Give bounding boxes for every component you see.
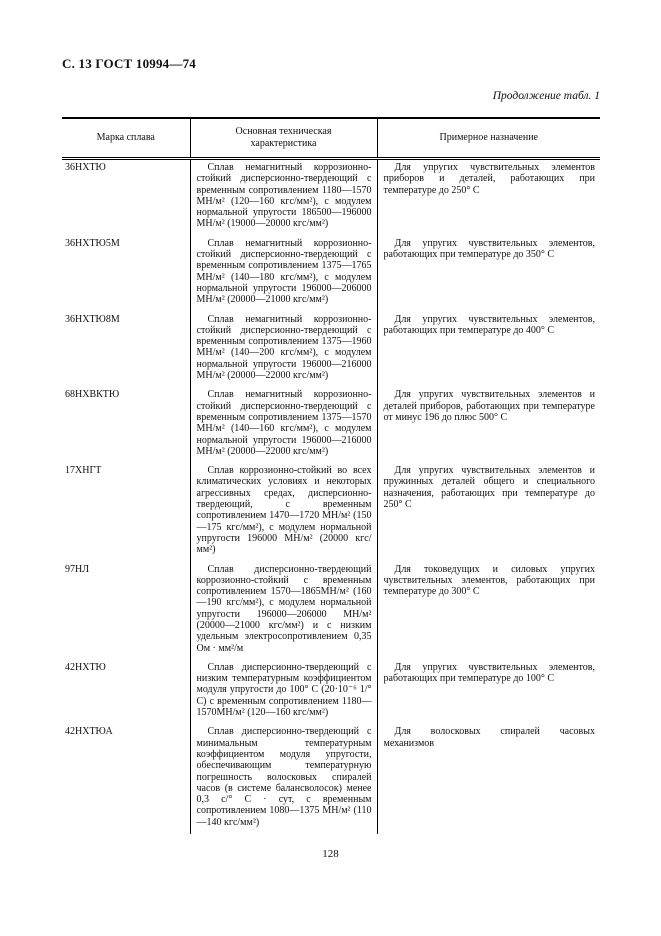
column-header-grade: Марка сплава	[62, 118, 190, 159]
table-row	[62, 562, 600, 660]
alloy-purpose: Для упругих чувствительных элементов и деталей приборов, работающих при температуре от минус 196 до плюс 500° С	[377, 387, 600, 463]
table-caption: Продолжение табл. 1	[492, 90, 600, 102]
page-number: 128	[322, 848, 339, 860]
table-row	[62, 660, 600, 724]
alloy-characteristic: Сплав немагнитный коррозионно-стойкий дисперсионно-твердеющий с временным сопротивлением 1375—1960 МН/м² (140—200 кгс/мм²), с модулем нормальной упругости 196000—216000 МН/м² (20000—22000 кгс/мм²)	[190, 312, 377, 388]
alloy-characteristic: Сплав дисперсионно-твердеющий с минимальным температурным коэффициентом модуля упругости, обеспечивающим температурную погрешность волосковых спиралей часов (в системе балансволосок) менее 0,3 с/° С · сут, с временным сопротивлением 1080—1375 МН/м² (110—140 кгс/мм²)	[190, 724, 377, 834]
alloy-grade: 36НХТЮ	[65, 162, 106, 173]
alloy-purpose: Для волосковых спиралей часовых механизмов	[377, 724, 600, 834]
table-row	[62, 236, 600, 312]
alloy-purpose: Для упругих чувствительных элементов приборов и деталей, работающих при температуре до 250° С	[377, 159, 600, 236]
alloy-grade: 17ХНГТ	[65, 465, 102, 477]
alloy-purpose: Для упругих чувствительных элементов, работающих при температуре до 350° С	[377, 236, 600, 312]
alloy-grade: 42НХТЮА	[65, 726, 113, 738]
alloy-purpose: Для токоведущих и силовых упругих чувствительных элементов, работающих при температуре до 300° С	[377, 562, 600, 660]
alloy-grade: 42НХТЮ	[65, 661, 106, 673]
alloy-characteristic: Сплав коррозионно-стойкий во всех климатических условиях и некоторых агрессивных средах, дисперсионно-твердеющий, с временным сопротивлением 1470—1720 МН/м² (150—175 кгс/мм²), с модулем нормальной упругости 196000 МН/м² (20000 кгс/мм²)	[190, 463, 377, 561]
column-header-characteristic: Основная техническая характеристика	[190, 118, 377, 159]
table-row	[62, 387, 600, 463]
alloy-purpose: Для упругих чувствительных элементов, работающих при температуре до 100° С	[377, 660, 600, 724]
table-row	[62, 159, 600, 236]
alloy-grade: 68НХВКТЮ	[65, 389, 120, 401]
alloy-characteristic: Сплав немагнитный коррозионно-стойкий дисперсионно-твердеющий с временным сопротивлением 1375—1765 МН/м² (140—180 кгс/мм²), с модулем нормальной упругости 196000—206000 МН/м² (20000—21000 кгс/мм²)	[190, 236, 377, 312]
alloy-grade: 97НЛ	[65, 563, 90, 575]
table-header-row	[62, 118, 600, 159]
alloy-grade: 36НХТЮ8М	[65, 313, 120, 325]
alloy-characteristic: Сплав немагнитный коррозионно-стойкий дисперсионно-твердеющий с временным сопротивлением 1375—1570 МН/м² (140—160 кгс/мм²), с модулем нормальной упругости 196000—216000 МН/м² (20000—22000 кгс/мм²)	[190, 387, 377, 463]
alloy-characteristic: Сплав немагнитный коррозионно-стойкий дисперсионно-твердеющий с временным сопротивлением 1180—1570 МН/м² (120—160 кгс/мм²), с модулем нормальной упругости 186500—196000 МН/м² (19000—20000 кгс/мм²)	[190, 159, 377, 236]
alloy-grade: 36НХТЮ5М	[65, 237, 120, 249]
alloy-characteristic: Сплав дисперсионно-твердеющий коррозионно-стойкий с временным сопротивлением 1570—1865МН/м² (160—190 кгс/мм²), с модулем нормальной упругости 196000—206000 МН/м² (20000—21000 кгс/мм²) и с низким удельным электросопротивлением 0,35 Ом · мм²/м	[190, 562, 377, 660]
alloy-characteristic: Сплав дисперсионно-твердеющий с низким температурным коэффициентом модуля упругости до 100° С (20·10⁻⁶ 1/° С) с временным сопротивлением 1180—1570МН/м² (120—160 кгс/мм²)	[190, 660, 377, 724]
column-header-purpose: Примерное назначение	[377, 118, 600, 159]
page-title: С. 13 ГОСТ 10994—74	[62, 56, 196, 71]
alloy-purpose: Для упругих чувствительных элементов и пружинных деталей общего и специального назначения, работающих при температуре до 250° С	[377, 463, 600, 561]
table-row	[62, 724, 600, 834]
alloys-table	[62, 117, 600, 834]
table-row	[62, 463, 600, 561]
alloy-purpose: Для упругих чувствительных элементов, работающих при температуре до 400° С	[377, 312, 600, 388]
table-row	[62, 312, 600, 388]
